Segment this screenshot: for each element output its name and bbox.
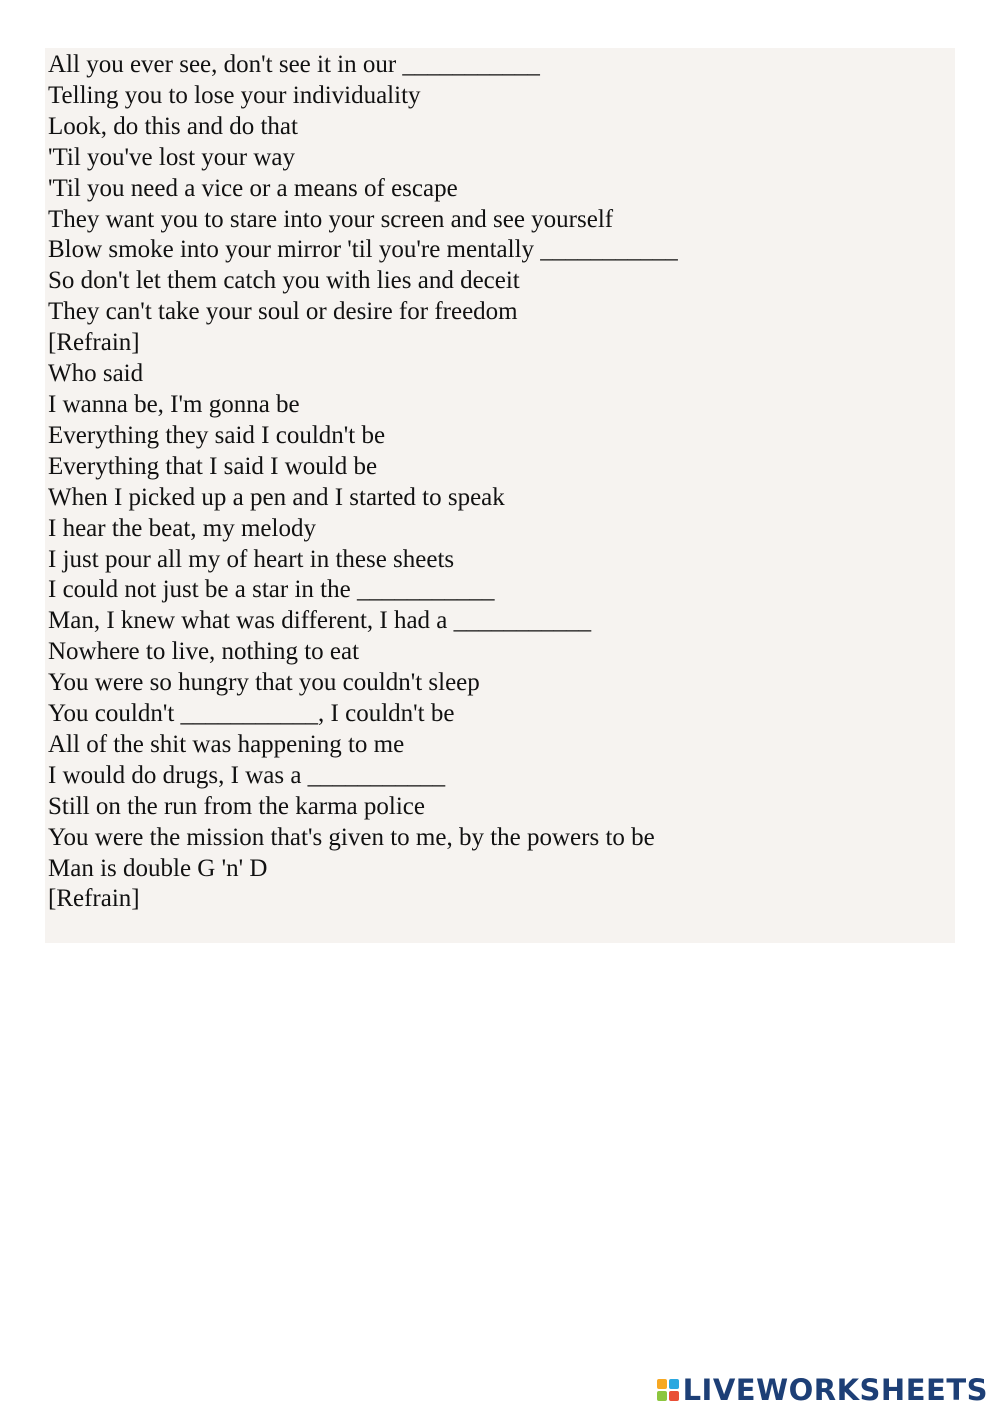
lyric-line: [Refrain] (48, 885, 140, 913)
lyric-line: So don't let them catch you with lies and deceit (48, 267, 520, 295)
lyric-line: Look, do this and do that (48, 112, 298, 140)
lyric-line: I hear the beat, my melody (48, 514, 316, 542)
lyrics-panel (45, 48, 955, 943)
lyric-line: Nowhere to live, nothing to eat (48, 638, 360, 666)
lyric-line: All you ever see, don't see it in our ___________ (48, 51, 540, 78)
lyric-line: I could not just be a star in the ___________ (48, 576, 495, 604)
logo-square (657, 1379, 667, 1389)
lyric-line: Who said (48, 360, 144, 388)
lyric-line: I wanna be, I'm gonna be (48, 390, 300, 418)
logo-text: LIVEWORKSHEETS (682, 1373, 988, 1407)
logo-mark-icon (657, 1379, 679, 1401)
liveworksheets-logo (657, 1372, 988, 1408)
lyric-line: Blow smoke into your mirror 'til you're mentally ___________ (48, 236, 678, 264)
lyric-line: Telling you to lose your individuality (48, 81, 421, 109)
lyric-line: You were the mission that's given to me, by the powers to be (48, 823, 655, 851)
logo-square (657, 1391, 667, 1401)
lyric-line: 'Til you've lost your way (48, 143, 295, 171)
lyric-line: I would do drugs, I was a ___________ (48, 761, 446, 789)
lyric-line: I just pour all my of heart in these sheets (48, 545, 455, 573)
lyric-line: Still on the run from the karma police (48, 792, 425, 820)
lyric-line: [Refrain] (48, 329, 140, 357)
lyric-line: Man is double G 'n' D (48, 854, 268, 882)
lyric-line: 'Til you need a vice or a means of escape (48, 174, 458, 202)
lyric-line: You couldn't ___________, I couldn't be (48, 700, 455, 728)
lyric-line: They can't take your soul or desire for freedom (48, 298, 518, 326)
lyric-line: When I picked up a pen and I started to speak (48, 483, 505, 511)
logo-square (669, 1391, 679, 1401)
lyric-line: All of the shit was happening to me (48, 730, 405, 758)
lyric-line: Man, I knew what was different, I had a ___________ (48, 607, 592, 635)
lyric-line: You were so hungry that you couldn't sleep (48, 669, 480, 697)
logo-square (669, 1379, 679, 1389)
lyric-line: Everything that I said I would be (48, 452, 378, 480)
lyric-line: Everything they said I couldn't be (48, 421, 386, 449)
lyric-line: They want you to stare into your screen and see yourself (48, 205, 614, 233)
